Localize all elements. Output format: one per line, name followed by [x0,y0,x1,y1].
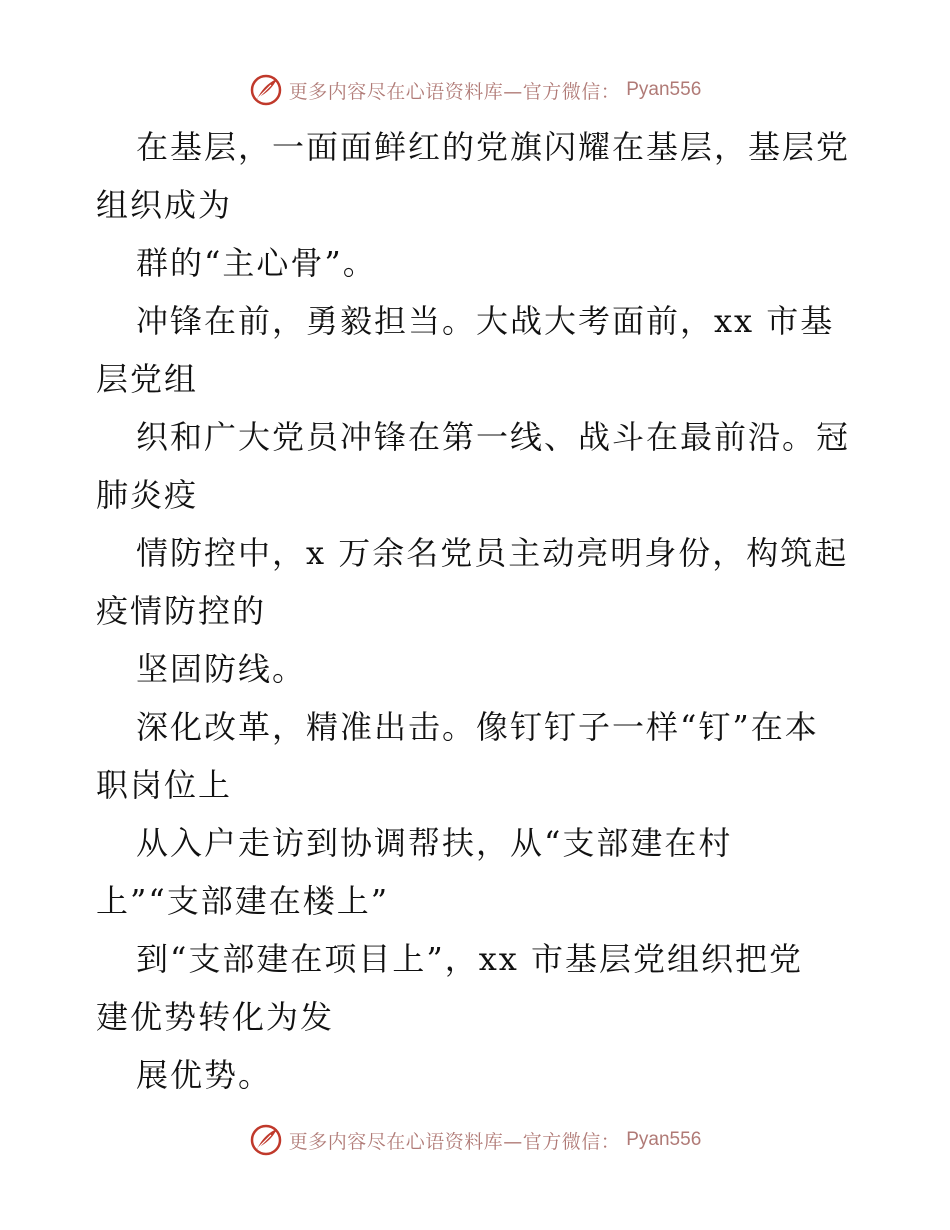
page-footer [0,1120,950,1160]
body-line: 展优势。 [136,1056,273,1094]
body-line: 职岗位上 [96,766,233,804]
body-line: 到“支部建在项目上”，xx 市基层党组织把党 [136,940,803,978]
body-line: 冲锋在前，勇毅担当。大战大考面前，xx 市基 [136,302,835,340]
body-line: 组织成为 [96,186,233,224]
body-line: 在基层，一面面鲜红的党旗闪耀在基层，基层党 [136,128,851,166]
body-line: 情防控中，x 万余名党员主动亮明身份，构筑起 [136,534,849,572]
footer-banner-handle: Pyan556 [626,1129,702,1150]
footer-banner [249,1123,702,1157]
body-line: 层党组 [96,360,199,398]
body-line: 上”“支部建在楼上” [96,882,390,920]
header-banner [249,73,702,107]
feather-quill-icon [249,73,283,107]
header-banner-handle: Pyan556 [626,79,702,100]
body-line: 织和广大党员冲锋在第一线、战斗在最前沿。冠 [136,418,851,456]
body-line: 肺炎疫 [96,476,199,514]
body-line: 坚固防线。 [136,650,307,688]
page-header [0,70,950,110]
feather-quill-icon [249,1123,283,1157]
header-banner-text: 更多内容尽在心语资料库—官方微信： [288,80,621,103]
body-line: 疫情防控的 [96,592,267,630]
footer-banner-text: 更多内容尽在心语资料库—官方微信： [288,1130,621,1153]
document-body [96,118,856,1104]
body-line: 建优势转化为发 [96,998,335,1036]
body-line: 深化改革，精准出击。像钉钉子一样“钉”在本 [136,708,819,746]
body-line: 从入户走访到协调帮扶，从“支部建在村 [136,824,733,862]
body-line: 群的“主心骨”。 [136,244,377,282]
